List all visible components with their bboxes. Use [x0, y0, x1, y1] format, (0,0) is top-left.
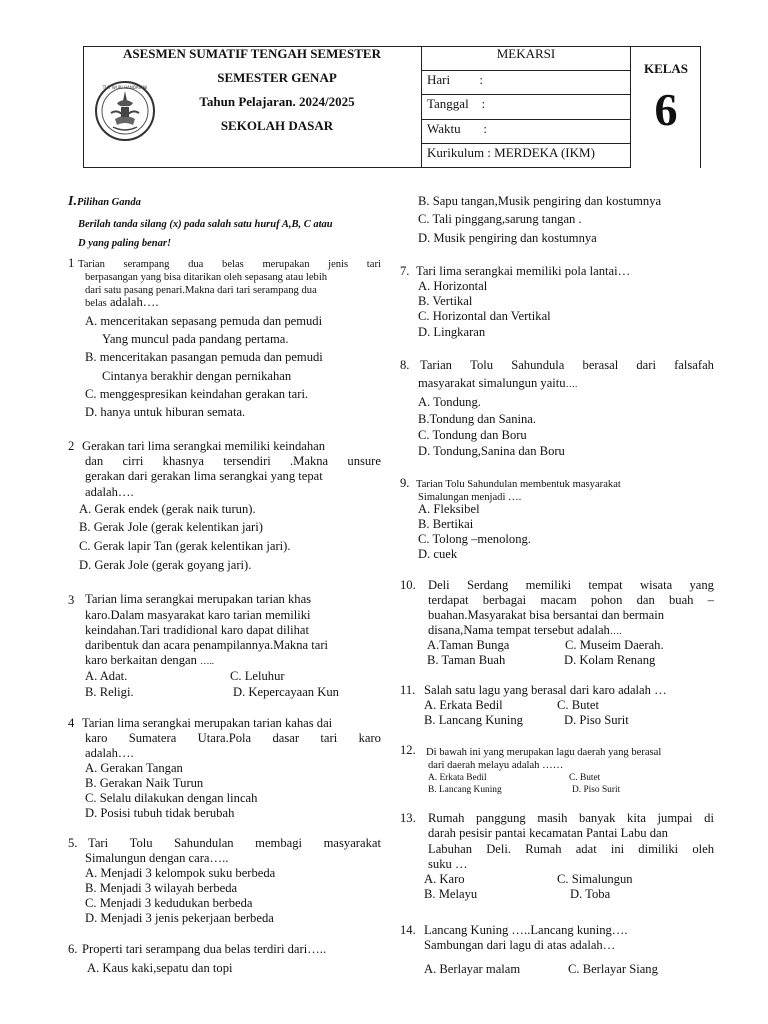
q3-line-5: [85, 653, 214, 670]
q6-number: 6.: [68, 942, 78, 956]
logo-text: TUT WURI HANDAYANI: [102, 85, 148, 90]
q10-option-d: D. Kolam Renang: [564, 653, 656, 667]
kelas-label: KELAS: [643, 61, 689, 76]
q10-option-a: A.Taman Bunga: [427, 638, 510, 652]
q10-option-c: C. Museim Daerah.: [565, 638, 664, 652]
q8-option-c: C. Tondung dan Boru: [418, 428, 527, 442]
q1-line-4a: belas: [85, 298, 107, 309]
q5-line-2: Simalungun dengan cara…..: [85, 851, 229, 865]
subject-name: MEKARSI: [496, 46, 556, 61]
header-border-bottom: [83, 167, 631, 168]
q13-number: 13.: [400, 811, 416, 825]
q9-option-b: B. Bertikai: [418, 517, 474, 531]
header-row-line-4: [421, 143, 631, 144]
field-tanggal: Tanggal :: [427, 96, 486, 111]
q8-option-d: D. Tondung,Sanina dan Boru: [418, 444, 565, 458]
q9-option-a: A. Fleksibel: [418, 502, 480, 516]
q1-w5: merupakan: [262, 259, 310, 270]
q1-w7: tari: [366, 259, 381, 270]
q3-line-5a: karo berkaitan dengan: [85, 653, 197, 667]
q13-option-d: D. Toba: [570, 887, 611, 901]
exam-title: ASESMEN SUMATIF TENGAH SEMESTER: [122, 46, 381, 61]
q13-option-a: A. Karo: [424, 872, 465, 886]
q12-option-b: B. Lancang Kuning: [428, 785, 502, 795]
q1-w4: belas: [222, 259, 244, 270]
q6-option-a: A. Kaus kaki,sepatu dan topi: [87, 961, 233, 975]
q2-line-1: Gerakan tari lima serangkai memiliki keindahan: [82, 439, 326, 453]
q14-number: 14.: [400, 923, 416, 937]
q6-option-d: D. Musik pengiring dan kostumnya: [418, 231, 597, 245]
q4-option-a: A. Gerakan Tangan: [85, 761, 183, 775]
q4-number: 4: [68, 716, 75, 730]
q8-line-2: [418, 376, 577, 393]
q10-line-2: terdapat berbagai macam pohon dan buah –: [428, 593, 714, 607]
q1-option-b-cont: Cintanya berakhir dengan pernikahan: [102, 369, 292, 383]
q1-option-a: A. menceritakan sepasang pemuda dan pemudi: [85, 314, 323, 328]
q14-option-a: A. Berlayar malam: [424, 962, 521, 976]
q5-option-d: D. Menjadi 3 jenis pekerjaan berbeda: [85, 911, 274, 925]
q1-option-a-cont: Yang muncul pada pandang pertama.: [102, 332, 289, 346]
q14-option-c: C. Berlayar Siang: [568, 962, 658, 976]
q2-number: 2: [68, 439, 75, 453]
section-title: Pilihan Ganda: [76, 197, 141, 208]
q1-line-4b: adalah….: [109, 295, 159, 309]
q4-line-1: Tarian lima serangkai merupakan tarian kahas dai: [82, 716, 333, 730]
q3-option-a: A. Adat.: [85, 669, 128, 683]
header-row-line-3: [421, 119, 631, 120]
q9-option-c: C. Tolong –menolong.: [418, 532, 531, 546]
q3-option-b: B. Religi.: [85, 685, 134, 699]
q8-line-1: Tarian Tolu Sahundula berasal dari falsafah: [420, 358, 714, 372]
q3-line-1: Tarian lima serangkai merupakan tarian khas: [85, 592, 312, 606]
q3-line-5b: …..: [200, 657, 215, 667]
q4-line-2: karo Sumatera Utara.Pola dasar tari karo: [85, 731, 381, 745]
q11-line-1: Salah satu lagu yang berasal dari karo adalah …: [424, 683, 667, 697]
q5-option-c: C. Menjadi 3 kedudukan berbeda: [85, 896, 253, 910]
section-heading: [68, 194, 141, 210]
q3-line-4: daribentuk dan acara penampilannya.Makna tari: [85, 638, 329, 652]
q1-w3: dua: [188, 259, 204, 270]
q13-option-c: C. Simalungun: [557, 872, 633, 886]
semester-label: SEMESTER GENAP: [217, 70, 337, 85]
q9-option-d: D. cuek: [418, 547, 458, 561]
q9-number: 9.: [400, 476, 410, 490]
q4-line-3: adalah….: [85, 746, 134, 760]
field-waktu: Waktu :: [427, 121, 487, 136]
q1-line-3: dari satu pasang penari.Makna dari tari serampang dua: [85, 285, 317, 296]
q13-line-4: suku …: [428, 857, 468, 871]
q10-line-3: buahan.Masyarakat bisa bersantai dan bermain: [428, 608, 665, 622]
q2-line-3: gerakan dari gerakan lima serangkai yang tepat: [85, 469, 323, 483]
q1-number: 1: [68, 256, 75, 270]
q6-option-c: C. Tali pinggang,sarung tangan .: [418, 212, 582, 226]
q10-line-4a: disana,Nama tempat tersebut adalah: [428, 623, 610, 637]
q11-option-a: A. Erkata Bedil: [424, 698, 503, 712]
q10-line-4b: ….: [609, 627, 622, 637]
q12-option-d: D. Piso Surit: [572, 785, 621, 795]
q3-number: 3: [68, 593, 75, 607]
q5-option-a: A. Menjadi 3 kelompok suku berbeda: [85, 866, 276, 880]
kelas-number: 6: [654, 84, 678, 135]
q10-number: 10.: [400, 578, 416, 592]
q3-line-3: keindahan.Tari tradidional karo dapat dilihat: [85, 623, 309, 637]
q7-option-c: C. Horizontal dan Vertikal: [418, 309, 551, 323]
q5-number: 5.: [68, 836, 78, 850]
q6-line-1: Properti tari serampang dua belas terdiri dari…..: [82, 942, 327, 956]
q7-option-a: A. Horizontal: [418, 279, 488, 293]
q2-line-4: adalah….: [85, 485, 134, 499]
q3-line-2: karo.Dalam masyarakat karo tarian memiliki: [85, 608, 311, 622]
school-level: SEKOLAH DASAR: [220, 118, 334, 133]
q6-option-b: B. Sapu tangan,Musik pengiring dan kostumnya: [418, 194, 662, 208]
q7-option-d: D. Lingkaran: [418, 325, 486, 339]
q14-line-1: Lancang Kuning …..Lancang kuning….: [424, 923, 628, 937]
q1-w2: serampang: [123, 259, 170, 270]
q12-line-1: Di bawah ini yang merupakan lagu daerah yang berasal: [426, 747, 662, 758]
q11-option-b: B. Lancang Kuning: [424, 713, 523, 727]
q14-line-2: Sambungan dari lagu di atas adalah…: [424, 938, 616, 952]
q8-line-2b: ….: [565, 380, 578, 390]
q12-line-2: dari daerah melayu adalah ……: [428, 760, 564, 771]
q2-option-d: D. Gerak Jole (gerak goyang jari).: [79, 558, 252, 572]
q1-option-d: D. hanya untuk hiburan semata.: [85, 405, 246, 419]
q8-option-a: A. Tondung.: [418, 395, 481, 409]
q12-option-a: A. Erkata Bedil: [428, 773, 487, 783]
q4-option-b: B. Gerakan Naik Turun: [85, 776, 204, 790]
instruction-line-2: D yang paling benar!: [78, 238, 172, 249]
q11-number: 11.: [400, 683, 416, 697]
q3-option-c: C. Leluhur: [230, 669, 285, 683]
q1-option-b: B. menceritakan pasangan pemuda dan pemudi: [85, 350, 323, 364]
q5-option-b: B. Menjadi 3 wilayah berbeda: [85, 881, 238, 895]
instruction-line-1: Berilah tanda silang (x) pada salah satu huruf A,B, C atau: [78, 219, 333, 230]
q13-option-b: B. Melayu: [424, 887, 478, 901]
q7-option-b: B. Vertikal: [418, 294, 473, 308]
q1-w1: Tarian: [78, 259, 105, 270]
q7-number: 7.: [400, 264, 410, 278]
q12-option-c: C. Butet: [569, 773, 601, 783]
q2-option-b: B. Gerak Jole (gerak kelentikan jari): [79, 520, 263, 534]
q11-option-c: C. Butet: [557, 698, 599, 712]
q7-line-1: Tari lima serangkai memiliki pola lantai…: [416, 264, 631, 278]
exam-header: [83, 46, 701, 168]
q2-option-a: A. Gerak endek (gerak naik turun).: [79, 502, 256, 516]
header-row-line-2: [421, 94, 631, 95]
field-kurikulum: Kurikulum : MERDEKA (IKM): [427, 145, 595, 160]
section-number: I.: [68, 194, 77, 209]
q8-option-b: B.Tondung dan Sanina.: [418, 412, 537, 426]
field-hari: Hari :: [427, 72, 483, 87]
q10-option-b: B. Taman Buah: [427, 653, 506, 667]
header-divider-1: [421, 46, 422, 168]
q9-line-2: Simalungan menjadi ….: [418, 492, 522, 503]
header-border-left: [83, 46, 84, 168]
q12-number: 12.: [400, 743, 416, 757]
q1-line-2: berpasangan yang bisa ditarikan oleh sepasang atau lebih: [85, 272, 328, 283]
q11-option-d: D. Piso Surit: [564, 713, 629, 727]
q13-line-1: Rumah panggung masih banyak kita jumpai di: [428, 811, 714, 825]
q2-line-2: dan cirri khasnya tersendiri .Makna unsure: [85, 454, 381, 468]
header-row-line-1: [421, 70, 631, 71]
q13-line-3: Labuhan Deli. Rumah adat ini dimiliki oleh: [428, 842, 714, 856]
q2-option-c: C. Gerak lapir Tan (gerak kelentikan jari).: [79, 539, 291, 553]
q1-w6: jenis: [328, 259, 349, 270]
academic-year: Tahun Pelajaran. 2024/2025: [199, 94, 355, 109]
q8-line-2a: masyarakat simalungun yaitu: [418, 376, 566, 390]
q8-number: 8.: [400, 358, 410, 372]
q3-option-d: D. Kepercayaan Kun: [233, 685, 339, 699]
q13-line-2: darah pesisir pantai kecamatan Pantai Labu dan: [428, 826, 668, 840]
q9-line-1: Tarian Tolu Sahundulan membentuk masyarakat: [416, 479, 621, 490]
q4-option-d: D. Posisi tubuh tidak berubah: [85, 806, 235, 820]
q1-option-c: C. menggespresikan keindahan gerakan tari.: [85, 387, 309, 401]
q10-line-1: Deli Serdang memiliki tempat wisata yang: [428, 578, 714, 592]
q5-line-1: Tari Tolu Sahundulan membagi masyarakat: [88, 836, 381, 850]
q4-option-c: C. Selalu dilakukan dengan lincah: [85, 791, 258, 805]
q1-line-4: [85, 295, 159, 311]
